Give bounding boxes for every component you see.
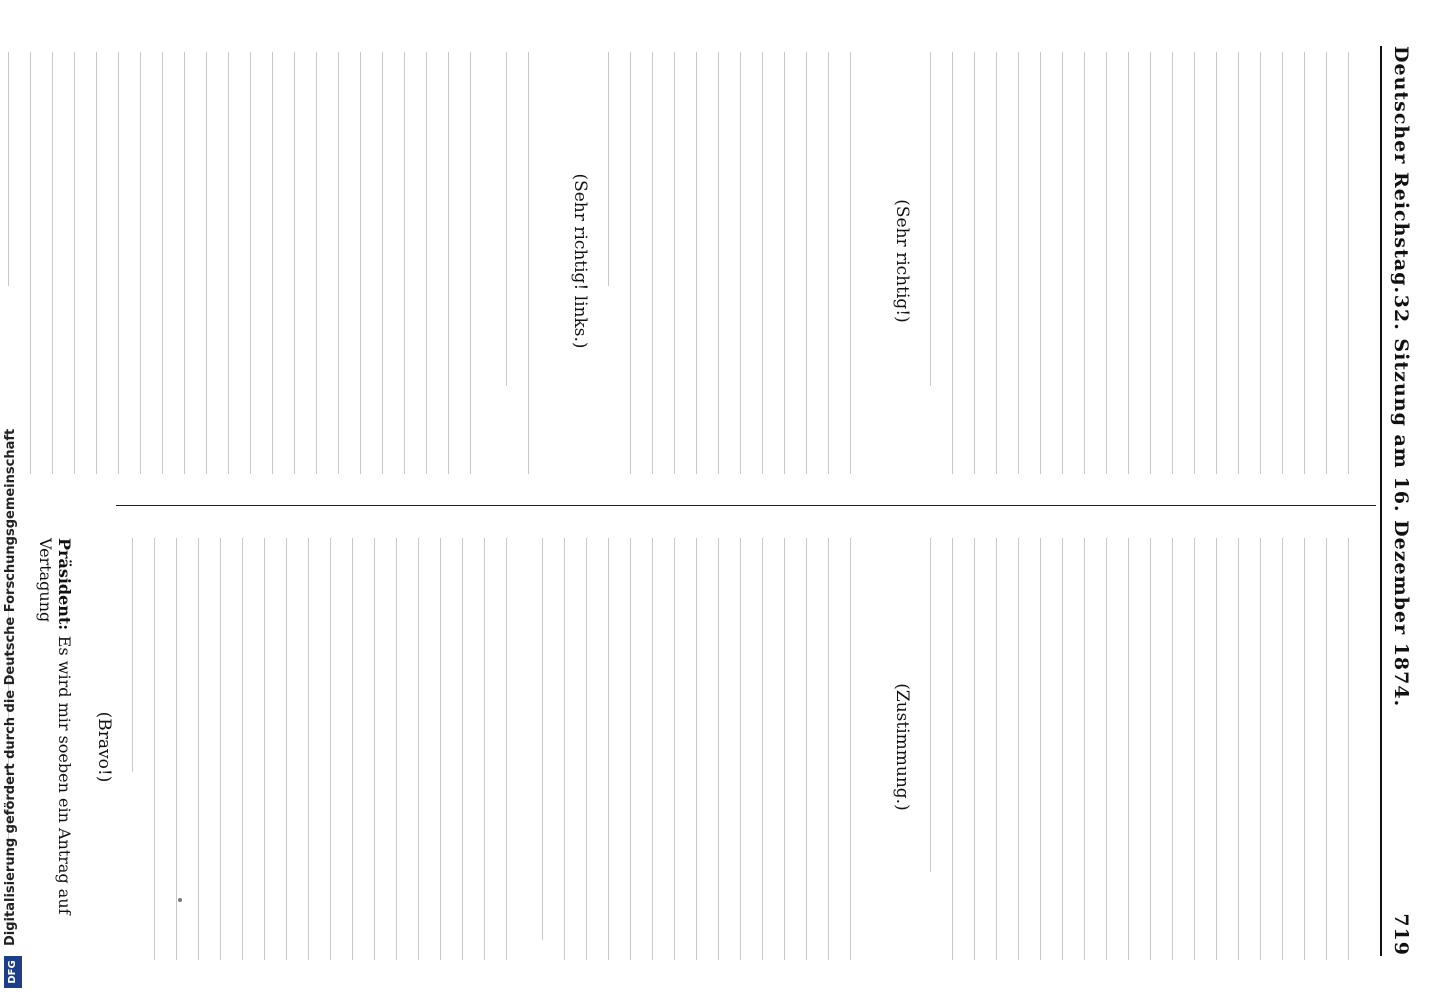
paragraph-block bbox=[930, 532, 1370, 962]
interjection: (Sehr richtig!) bbox=[892, 199, 912, 323]
journal-title: Deutscher Reichstag. bbox=[1390, 46, 1412, 295]
digitization-strip bbox=[0, 0, 66, 1000]
header-rule bbox=[1380, 46, 1382, 956]
paragraph-block bbox=[8, 46, 492, 476]
paragraph-block bbox=[608, 46, 872, 476]
speck bbox=[178, 898, 182, 902]
digitization-caption: Digitalisierung gefördert durch die Deutsche Forschungsgemeinschaft bbox=[3, 428, 18, 946]
paragraph-block bbox=[542, 532, 872, 962]
dfg-logo-icon: DFG bbox=[4, 956, 22, 988]
paragraph-block bbox=[930, 46, 1370, 476]
right-column bbox=[0, 532, 1370, 962]
speaker-text: Es wird mir soeben ein Antrag auf Vertagung bbox=[36, 538, 74, 915]
paragraph-block bbox=[132, 532, 528, 962]
session-date: 32. Sitzung am 16. Dezember 1874. bbox=[1390, 294, 1412, 708]
paragraph-block bbox=[506, 46, 550, 476]
page-content bbox=[36, 0, 1432, 1000]
digitization-strip-content bbox=[0, 0, 66, 1000]
running-head bbox=[1382, 46, 1422, 956]
interjection: (Zustimmung.) bbox=[892, 683, 912, 811]
page-number: 719 bbox=[1390, 913, 1412, 956]
rotated-page bbox=[36, 0, 1432, 1000]
speaker-label: Präsident: bbox=[55, 538, 74, 631]
column-divider bbox=[116, 505, 1376, 506]
interjection: (Sehr richtig! links.) bbox=[570, 173, 590, 349]
left-column bbox=[0, 46, 1370, 476]
interjection: (Bravo!) bbox=[94, 711, 114, 783]
